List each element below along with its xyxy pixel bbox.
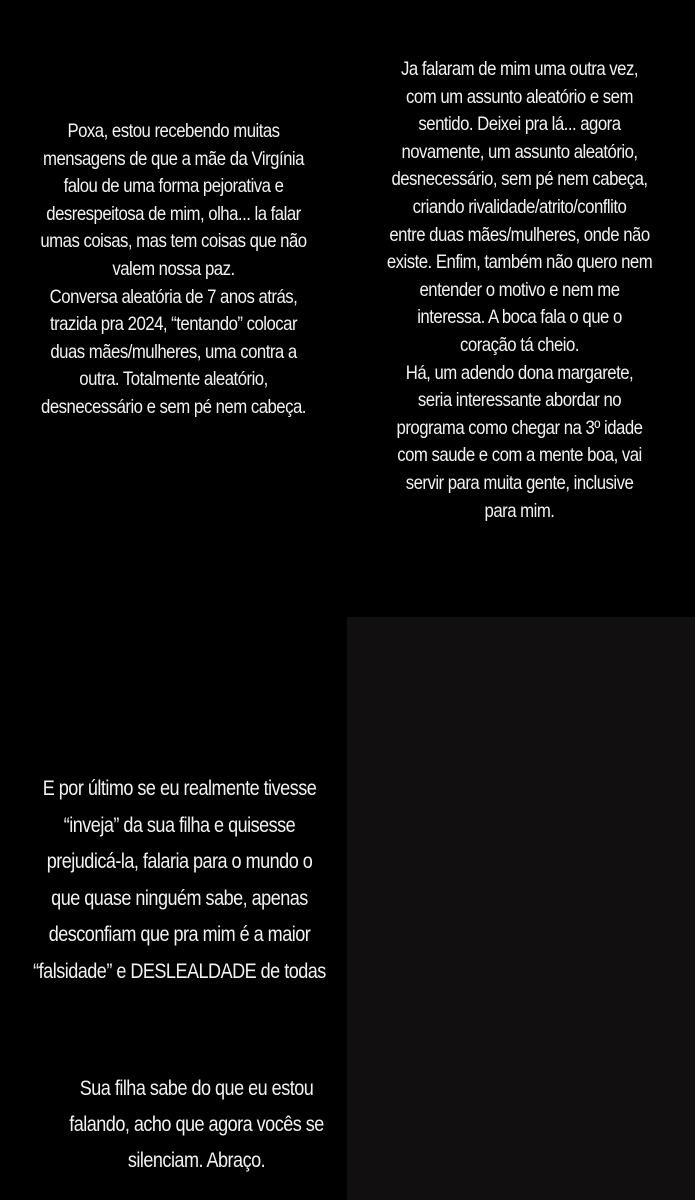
- text-line: que quase ninguém sabe, apenas: [51, 886, 308, 910]
- story-text-bottom-left-1: [4, 771, 354, 990]
- text-line: silenciam. Abraço.: [127, 1149, 266, 1172]
- story-text-bottom-left-2: [21, 1071, 371, 1179]
- text-line: servir para muita gente, inclusive: [405, 471, 634, 494]
- text-line: criando rivalidade/atrito/conflito: [412, 195, 627, 218]
- text-line: entender o motivo e nem me: [419, 278, 620, 301]
- text-line: mensagens de que a mãe da Virgínia: [43, 147, 304, 170]
- text-line: “inveja” da sua filha e quisesse: [63, 813, 296, 837]
- text-line: coração tá cheio.: [460, 333, 579, 356]
- text-line: umas coisas, mas tem coisas que não: [40, 230, 307, 253]
- text-line: E por último se eu realmente tivesse: [42, 777, 317, 800]
- text-line: duas mães/mulheres, uma contra a: [50, 340, 297, 363]
- text-line: Ja falaram de mim uma outra vez,: [400, 58, 638, 80]
- text-line: programa como chegar na 3º idade: [396, 416, 643, 439]
- text-line: trazida pra 2024, “tentando” colocar: [49, 313, 298, 336]
- text-line: Poxa, estou recebendo muitas: [67, 120, 280, 142]
- text-line: com saude e com a mente boa, vai: [397, 444, 642, 467]
- story-bottom-right-blank: [347, 617, 695, 1200]
- text-line: “falsidade” e DESLEALDADE de todas: [33, 959, 326, 983]
- text-line: desnecessário e sem pé nem cabeça.: [41, 395, 306, 418]
- text-line: novamente, um assunto aleatório,: [401, 140, 638, 163]
- story-text-top-right: [344, 56, 694, 525]
- text-line: sentido. Deixei pra lá... agora: [418, 113, 621, 136]
- text-line: outra. Totalmente aleatório,: [79, 368, 268, 391]
- text-line: Conversa aleatória de 7 anos atrás,: [49, 285, 298, 308]
- text-line: valem nossa paz.: [112, 257, 235, 280]
- text-line: interessa. A boca fala o que o: [417, 306, 622, 329]
- text-line: desrespeitosa de mim, olha... la falar: [46, 202, 301, 225]
- text-line: Sua filha sabe do que eu estou: [79, 1077, 314, 1100]
- text-line: falando, acho que agora vocês se: [69, 1113, 324, 1136]
- text-line: Há, um adendo dona margarete,: [405, 361, 634, 384]
- text-line: para mim.: [484, 499, 555, 522]
- text-line: entre duas mães/mulheres, onde não: [389, 223, 650, 246]
- story-text-top-left: [0, 118, 349, 422]
- text-line: existe. Enfim, também não quero nem: [386, 251, 653, 274]
- text-line: com um assunto aleatório e sem: [406, 85, 633, 108]
- text-line: desnecessário, sem pé nem cabeça,: [391, 168, 648, 191]
- text-line: desconfiam que pra mim é a maior: [48, 923, 311, 946]
- text-line: falou de uma forma pejorativa e: [63, 175, 284, 198]
- text-line: seria interessante abordar no: [417, 389, 622, 412]
- text-line: prejudicá-la, falaria para o mundo o: [46, 850, 313, 873]
